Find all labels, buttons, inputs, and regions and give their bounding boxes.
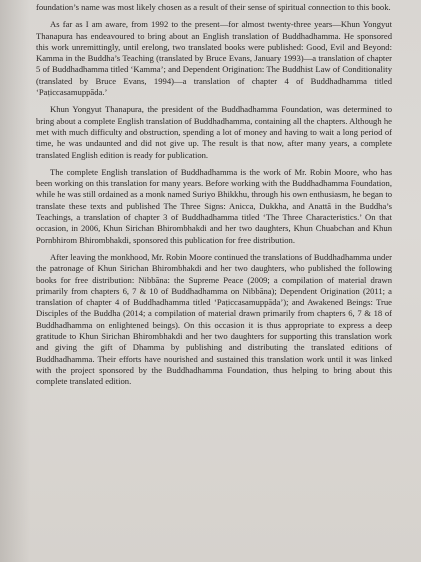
paragraph-3: Khun Yongyut Thanapura, the president of the Buddhadhamma Foundation, was determined to bring about a complete English translation of Buddhadhamma, containing all the chapters. Although he met with much difficulty and obstruction, spending a lot of money and having to wait a long period of time, he was undaunted and did not give up. The result is that now, after many years, a complete translated English edition is ready for publication. bbox=[36, 104, 392, 160]
page-gutter-shadow bbox=[0, 0, 30, 562]
paragraph-1: foundation’s name was most likely chosen as a result of their sense of spiritual connection to this book. bbox=[36, 2, 391, 12]
body-text bbox=[36, 2, 392, 394]
paragraph-2: As far as I am aware, from 1992 to the present—for almost twenty-three years—Khun Yongyut Thanapura has endeavoured to bring about an English translation of Buddhadhamma. He sponsored this work unremittingly, until erelong, two translated books were published: Good, Evil and Beyond: Kamma in the Buddha’s Teaching (translated by Bruce Evans, January 1993)—a translation of chapter 5 of Buddhadhamma titled ‘Kamma’; and Dependent Origination: The Buddhist Law of Conditionality (translated by Bruce Evans, 1994)—a translation of chapter 4 of Buddhadhamma titled ‘Paṭiccasamuppāda.’ bbox=[36, 19, 392, 98]
paragraph-4: The complete English translation of Buddhadhamma is the work of Mr. Robin Moore, who has been working on this translation for many years. Before working with the Buddhadhamma Foundation, while he was still ordained as a monk named Suriyo Bhikkhu, through his own enthusiasm, he began to translate these texts and published The Three Signs: Anicca, Dukkha, and Anattā in the Buddha’s Teachings, a translation of chapter 3 of Buddhadhamma titled ‘The Three Characteristics.’ On that occasion, in 2006, Khun Sirichan Bhirombhakdi and her two daughters, Khun Chuabchan and Khun Pornbhirom Bhirombhakdi, sponsored this publication for free distribution. bbox=[36, 166, 392, 245]
paragraph-5: After leaving the monkhood, Mr. Robin Moore continued the translations of Buddhadhamma under the patronage of Khun Sirichan Bhirombhakdi and her two daughters, who published the following books for free distribution: Nibbāna: the Supreme Peace (2009; a compilation of material drawn primarily from chapters 6, 7 & 10 of Buddhadhamma on Nibbāna); Dependent Origination (2011; a translation of chapter 4 of Buddhadhamma titled ‘Paṭiccasamuppāda’); and Awakened Beings: True Disciples of the Buddha (2014; a compilation of material drawn primarily from chapters 6, 7 & 18 of Buddhadhamma on enlightened beings). On this occasion it is thus appropriate to express a deep gratitude to Khun Sirichan Bhirombhakdi and her two daughters for supporting this translation work and giving the gift of Dhamma by publishing and distributing the translated editions of Buddhadhamma. Their efforts have nourished and sustained this translation work until it was linked with the project sponsored by the Buddhadhamma Foundation, thus helping to bring about this complete translated edition. bbox=[36, 251, 392, 387]
